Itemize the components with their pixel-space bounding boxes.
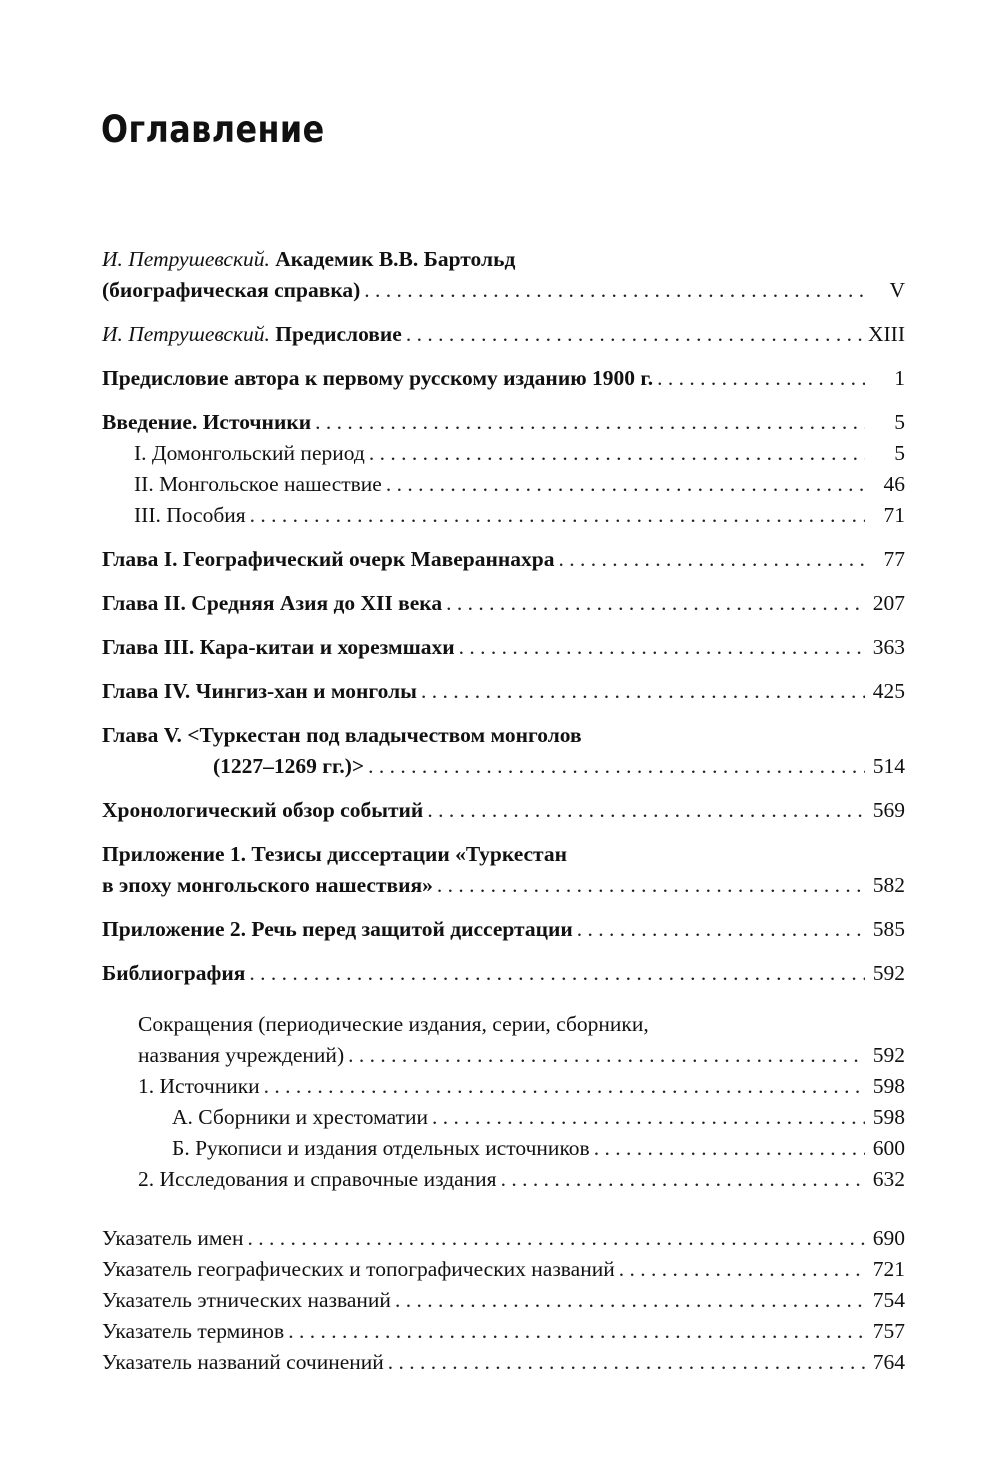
toc-entry-index-terms[interactable] bbox=[102, 1316, 905, 1347]
entry-page: 585 bbox=[872, 917, 905, 941]
entry-title: Библиография bbox=[102, 961, 246, 985]
leader-dots bbox=[657, 363, 865, 394]
entry-page: 600 bbox=[872, 1136, 905, 1160]
leader-dots bbox=[388, 1347, 865, 1378]
toc-subentry-pre-mongol[interactable] bbox=[102, 438, 905, 469]
leader-dots bbox=[406, 319, 862, 350]
entry-page: 764 bbox=[872, 1350, 905, 1374]
leader-dots bbox=[288, 1316, 865, 1347]
entry-title: Глава IV. Чингиз-хан и монголы bbox=[102, 679, 417, 703]
page-title: Оглавление bbox=[101, 108, 325, 151]
toc-subentry-sources[interactable] bbox=[102, 1071, 905, 1102]
entry-page: 1 bbox=[894, 366, 905, 390]
entry-page: 363 bbox=[872, 635, 905, 659]
entry-title: Предисловие bbox=[275, 322, 402, 346]
entry-page: 514 bbox=[872, 754, 905, 778]
leader-dots bbox=[459, 632, 865, 663]
entry-page: 690 bbox=[872, 1226, 905, 1250]
entry-title: III. Пособия bbox=[134, 503, 246, 527]
entry-title: Глава V. <Туркестан под владычеством монголов bbox=[102, 723, 582, 747]
leader-dots bbox=[395, 1285, 865, 1316]
entry-page: 569 bbox=[872, 798, 905, 822]
leader-dots bbox=[619, 1254, 865, 1285]
toc-entry-preface[interactable] bbox=[102, 319, 905, 350]
entry-page: 5 bbox=[894, 410, 905, 434]
toc-entry-index-names[interactable] bbox=[102, 1223, 905, 1254]
entry-title: Указатель географических и топографических названий bbox=[102, 1257, 615, 1281]
leader-dots bbox=[249, 958, 865, 989]
toc-subentry-studies[interactable] bbox=[102, 1164, 905, 1195]
entry-title-continued: в эпоху монгольского нашествия» bbox=[102, 873, 433, 897]
toc-subentry-collections[interactable] bbox=[102, 1102, 905, 1133]
leader-dots bbox=[432, 1102, 865, 1133]
entry-page: 5 bbox=[894, 441, 905, 465]
entry-title: I. Домонгольский период bbox=[134, 441, 365, 465]
entry-title: Глава III. Кара-китаи и хорезмшахи bbox=[102, 635, 455, 659]
leader-dots bbox=[446, 588, 865, 619]
toc-subentry-mongol-invasion[interactable] bbox=[102, 469, 905, 500]
entry-title: Предисловие автора к первому русскому изданию 1900 г. bbox=[102, 366, 654, 390]
leader-dots bbox=[364, 275, 865, 306]
entry-page: 721 bbox=[872, 1257, 905, 1281]
leader-dots bbox=[577, 914, 865, 945]
leader-dots bbox=[558, 544, 865, 575]
entry-title: Хронологический обзор событий bbox=[102, 798, 424, 822]
leader-dots bbox=[421, 676, 865, 707]
entry-page: V bbox=[889, 278, 905, 302]
entry-page: 757 bbox=[872, 1319, 905, 1343]
entry-title: Глава I. Географический очерк Мавераннахра bbox=[102, 547, 555, 571]
entry-title: Глава II. Средняя Азия до XII века bbox=[102, 591, 443, 615]
toc-entry-chapter-4[interactable] bbox=[102, 676, 905, 707]
entry-title: Приложение 2. Речь перед защитой диссертации bbox=[102, 917, 573, 941]
entry-page: 582 bbox=[872, 873, 905, 897]
leader-dots bbox=[427, 795, 865, 826]
entry-title: Указатель имен bbox=[102, 1226, 244, 1250]
leader-dots bbox=[437, 870, 865, 901]
entry-title: Сокращения (периодические издания, серии, сборники, bbox=[138, 1012, 649, 1036]
toc-entry-chronology[interactable] bbox=[102, 795, 905, 826]
entry-page: 598 bbox=[872, 1105, 905, 1129]
entry-page: 592 bbox=[872, 961, 905, 985]
leader-dots bbox=[250, 500, 865, 531]
entry-title: Указатель названий сочинений bbox=[102, 1350, 384, 1374]
toc-entry-chapter-2[interactable] bbox=[102, 588, 905, 619]
entry-title: 1. Источники bbox=[138, 1074, 260, 1098]
entry-title-continued: (1227–1269 гг.)> bbox=[213, 754, 365, 778]
entry-page: 598 bbox=[872, 1074, 905, 1098]
toc-entry-appendix-2[interactable] bbox=[102, 914, 905, 945]
toc-subentry-manuscripts[interactable] bbox=[102, 1133, 905, 1164]
entry-page: 754 bbox=[872, 1288, 905, 1312]
entry-page: 592 bbox=[872, 1043, 905, 1067]
entry-title: Введение. Источники bbox=[102, 410, 312, 434]
entry-author: И. Петрушевский. bbox=[102, 247, 270, 271]
toc-entry-bartold-biography[interactable] bbox=[102, 244, 905, 306]
toc-entry-introduction[interactable] bbox=[102, 407, 905, 438]
entry-title: II. Монгольское нашествие bbox=[134, 472, 382, 496]
toc-subentry-manuals[interactable] bbox=[102, 500, 905, 531]
entry-title: Приложение 1. Тезисы диссертации «Туркестан bbox=[102, 842, 568, 866]
entry-page: XIII bbox=[867, 322, 905, 346]
leader-dots bbox=[348, 1040, 865, 1071]
entry-author: И. Петрушевский. bbox=[102, 322, 270, 346]
toc-entry-chapter-1[interactable] bbox=[102, 544, 905, 575]
entry-page: 77 bbox=[883, 547, 905, 571]
entry-page: 71 bbox=[883, 503, 905, 527]
toc-entry-index-geographic[interactable] bbox=[102, 1254, 905, 1285]
toc-entry-bibliography[interactable] bbox=[102, 958, 905, 989]
toc-entry-index-works[interactable] bbox=[102, 1347, 905, 1378]
entry-page: 425 bbox=[872, 679, 905, 703]
table-of-contents bbox=[102, 244, 905, 1378]
leader-dots bbox=[368, 751, 865, 782]
leader-dots bbox=[247, 1223, 865, 1254]
entry-title: А. Сборники и хрестоматии bbox=[172, 1105, 428, 1129]
entry-title: Б. Рукописи и издания отдельных источников bbox=[172, 1136, 590, 1160]
entry-title: Академик В.В. Бартольд bbox=[275, 247, 516, 271]
entry-page: 207 bbox=[872, 591, 905, 615]
leader-dots bbox=[369, 438, 865, 469]
entry-page: 632 bbox=[872, 1167, 905, 1191]
entry-title-continued: (биографическая справка) bbox=[102, 278, 361, 302]
toc-entry-chapter-3[interactable] bbox=[102, 632, 905, 663]
leader-dots bbox=[501, 1164, 865, 1195]
leader-dots bbox=[315, 407, 865, 438]
toc-entry-author-preface[interactable] bbox=[102, 363, 905, 394]
leader-dots bbox=[386, 469, 865, 500]
toc-entry-chapter-5[interactable] bbox=[102, 720, 905, 782]
entry-title: Указатель терминов bbox=[102, 1319, 285, 1343]
leader-dots bbox=[264, 1071, 865, 1102]
toc-entry-index-ethnic[interactable] bbox=[102, 1285, 905, 1316]
toc-entry-appendix-1[interactable] bbox=[102, 839, 905, 901]
entry-title: Указатель этнических названий bbox=[102, 1288, 391, 1312]
toc-subentry-abbreviations[interactable] bbox=[102, 1009, 905, 1071]
leader-dots bbox=[594, 1133, 865, 1164]
entry-title-continued: названия учреждений) bbox=[138, 1043, 345, 1067]
entry-title: 2. Исследования и справочные издания bbox=[138, 1167, 497, 1191]
entry-page: 46 bbox=[883, 472, 905, 496]
